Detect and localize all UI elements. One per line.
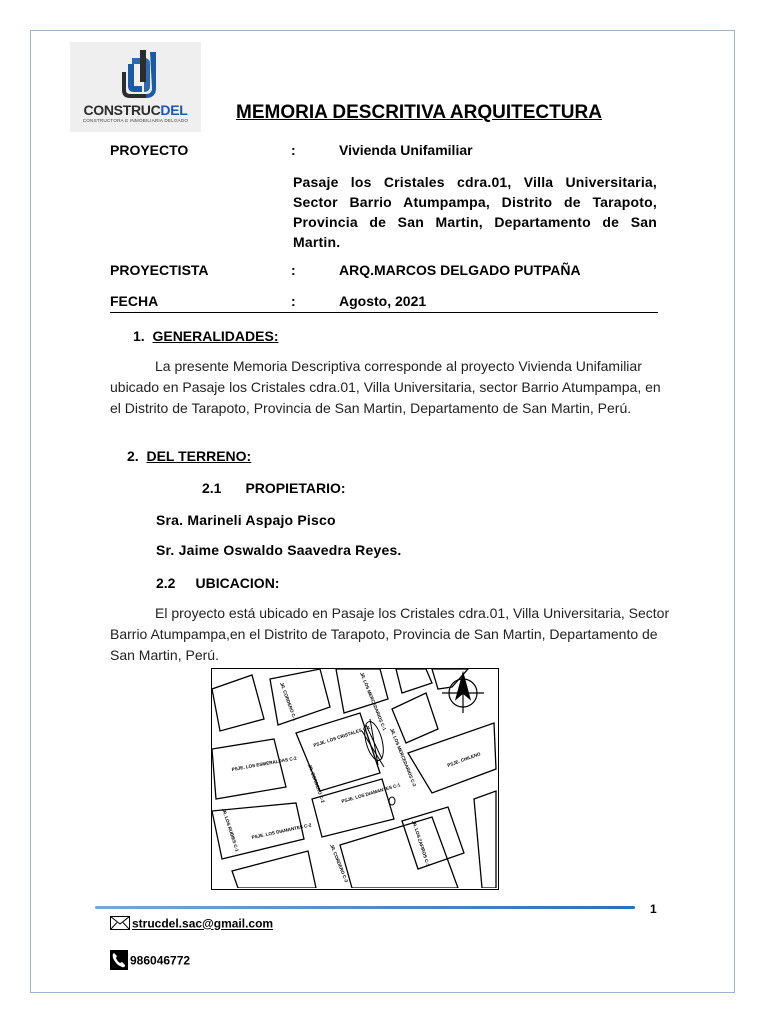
- header-divider: [110, 312, 658, 313]
- company-logo: [70, 42, 201, 132]
- proyecto-colon: :: [291, 142, 296, 158]
- proyectista-value: ARQ.MARCOS DELGADO PUTPAÑA: [339, 262, 581, 278]
- section-2-1-heading: [202, 480, 346, 496]
- proyectista-label: PROYECTISTA: [110, 262, 209, 278]
- section-1-paragraph: [110, 356, 670, 419]
- logo-tagline: CONSTRUCTORA E INMOBILIARIA DELGADO: [82, 118, 189, 123]
- map-street-label: PSJE. LOS ESMERALDAS C-2: [231, 755, 298, 772]
- map-street-label: PSJE. LOS DIAMANTES C-2: [251, 822, 312, 840]
- logo-wordmark: [72, 102, 199, 118]
- document-title: MEMORIA DESCRITIVA ARQUITECTURA: [236, 102, 602, 123]
- section-2-1-number: 2.1: [202, 480, 222, 496]
- section-1-text: La presente Memoria Descriptiva corresponde al proyecto Vivienda Unifamiliar ubicado en Pasaje los Cristales cdra.01, Villa Universitaria, sector Barrio Atumpampa, en el Distrito de Tarapoto, Provincia de San Martin, Departamento de San Martin, Perú.: [110, 358, 661, 416]
- page-number: 1: [650, 902, 657, 916]
- logo-mark-icon: [70, 42, 201, 102]
- section-2-2-title: UBICACION:: [195, 575, 280, 591]
- proyectista-colon: :: [291, 262, 296, 278]
- section-1-number: 1.: [133, 328, 145, 344]
- project-address: Pasaje los Cristales cdra.01, Villa Universitaria, Sector Barrio Atumpampa, Distrito de Tarapoto, Provincia de San Martin, Departamento de San Martin.: [293, 174, 657, 250]
- location-map: [211, 668, 499, 890]
- map-street-label: JR. LOS MERCEDARIOS C-2: [389, 727, 418, 788]
- owner-1: Sra. Marineli Aspajo Pisco: [156, 512, 336, 528]
- section-2-heading: [127, 448, 251, 464]
- map-street-label: JR. CORDERO C-3: [329, 843, 349, 884]
- fecha-label: FECHA: [110, 293, 159, 309]
- section-2-2-heading: [156, 575, 279, 591]
- owner-2: Sr. Jaime Oswaldo Saavedra Reyes.: [156, 542, 402, 558]
- phone-icon: [110, 950, 128, 973]
- map-street-label: PSJE. CHILENO: [446, 751, 482, 768]
- envelope-icon: [110, 916, 130, 933]
- map-street-label: PSJE. LOS CRISTALES C-1: [312, 724, 371, 748]
- map-street-label: JR. LOS MERCEDARIOS C-1: [359, 671, 388, 732]
- section-1-title: GENERALIDADES:: [152, 328, 279, 344]
- proyecto-value: Vivienda Unifamiliar: [339, 142, 473, 158]
- logo-wordmark-part1: CONSTRUC: [83, 102, 161, 118]
- fecha-colon: :: [291, 293, 296, 309]
- section-1-heading: [133, 328, 278, 344]
- section-2-2-paragraph: [110, 603, 670, 666]
- email-address: strucdel.sac@gmail.com: [132, 916, 274, 931]
- footer-phone: [110, 950, 190, 973]
- footer-email: [110, 916, 273, 933]
- proyecto-label: PROYECTO: [110, 142, 189, 158]
- map-street-label: JR. LOS RUBIES C-1: [221, 807, 240, 853]
- map-drawing: [212, 669, 497, 888]
- section-2-number: 2.: [127, 448, 139, 464]
- footer-line: [95, 906, 635, 909]
- section-2-2-text: El proyecto está ubicado en Pasaje los Cristales cdra.01, Villa Universitaria, Sector Barrio Atumpampa,en el Distrito de Tarapoto, Provincia de San Martin, Departamento de San Martin, Perú.: [110, 605, 670, 663]
- section-2-2-number: 2.2: [156, 575, 176, 591]
- phone-number: 986046772: [130, 953, 191, 968]
- map-street-label: JR. CORDERO C-2: [307, 763, 326, 804]
- logo-wordmark-part2: DEL: [160, 102, 188, 118]
- map-street-label: JR. CORDERO C-1: [279, 681, 298, 722]
- fecha-value: Agosto, 2021: [339, 293, 427, 309]
- map-street-label: JR. LOS ZAFIROS C-1: [411, 819, 431, 867]
- map-street-label: PSJE. LOS DIAMANTES C-1: [340, 782, 401, 804]
- section-2-1-title: PROPIETARIO:: [245, 480, 346, 496]
- section-2-title: DEL TERRENO:: [146, 448, 252, 464]
